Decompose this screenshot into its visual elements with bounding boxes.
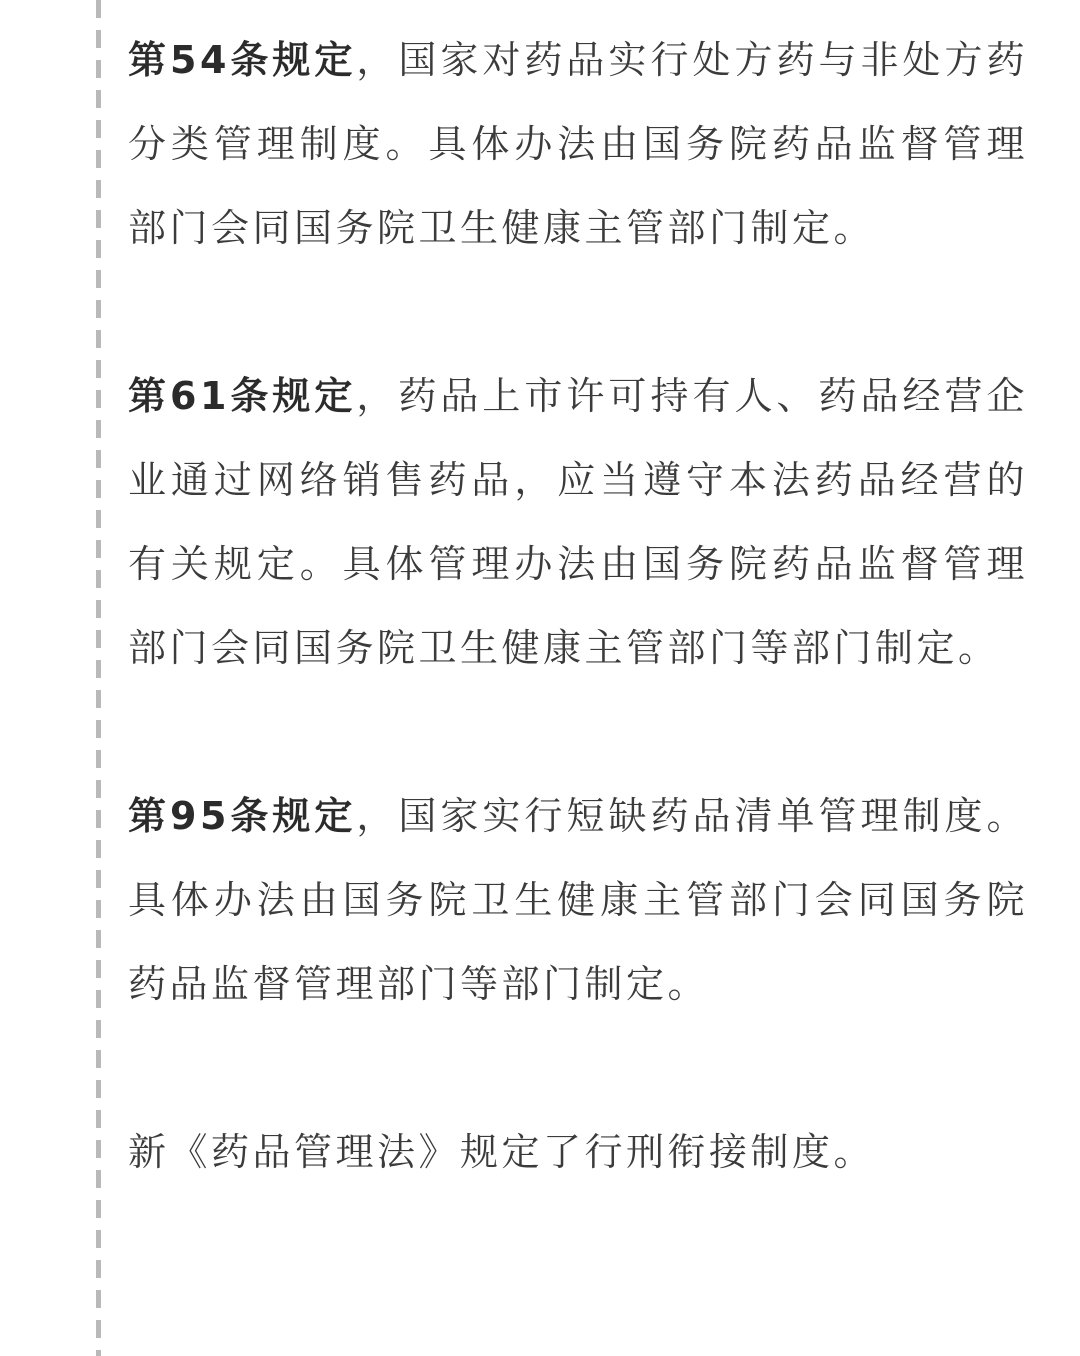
paragraph-article-95 [128,774,1028,1026]
article-95-text: ，国家实行短缺药品清单管理制度。具体办法由国务院卫生健康主管部门会同国务院药品监督管理部门等部门制定。 [128,794,1028,1006]
paragraph-article-54 [128,18,1028,270]
article-54-text: ，国家对药品实行处方药与非处方药分类管理制度。具体办法由国务院药品监督管理部门会同国务院卫生健康主管部门制定。 [128,38,1028,250]
summary-text: 新《药品管理法》规定了行刑衔接制度。 [128,1130,876,1174]
article-61-heading: 第61条规定 [128,374,357,418]
paragraph-article-61 [128,354,1028,690]
article-body [128,18,1028,1194]
article-61-text: ，药品上市许可持有人、药品经营企业通过网络销售药品，应当遵守本法药品经营的有关规定。具体管理办法由国务院药品监督管理部门会同国务院卫生健康主管部门等部门制定。 [128,374,1028,670]
paragraph-summary [128,1110,1028,1194]
article-95-heading: 第95条规定 [128,794,357,838]
article-54-heading: 第54条规定 [128,38,357,82]
dashed-left-border [96,0,101,1356]
